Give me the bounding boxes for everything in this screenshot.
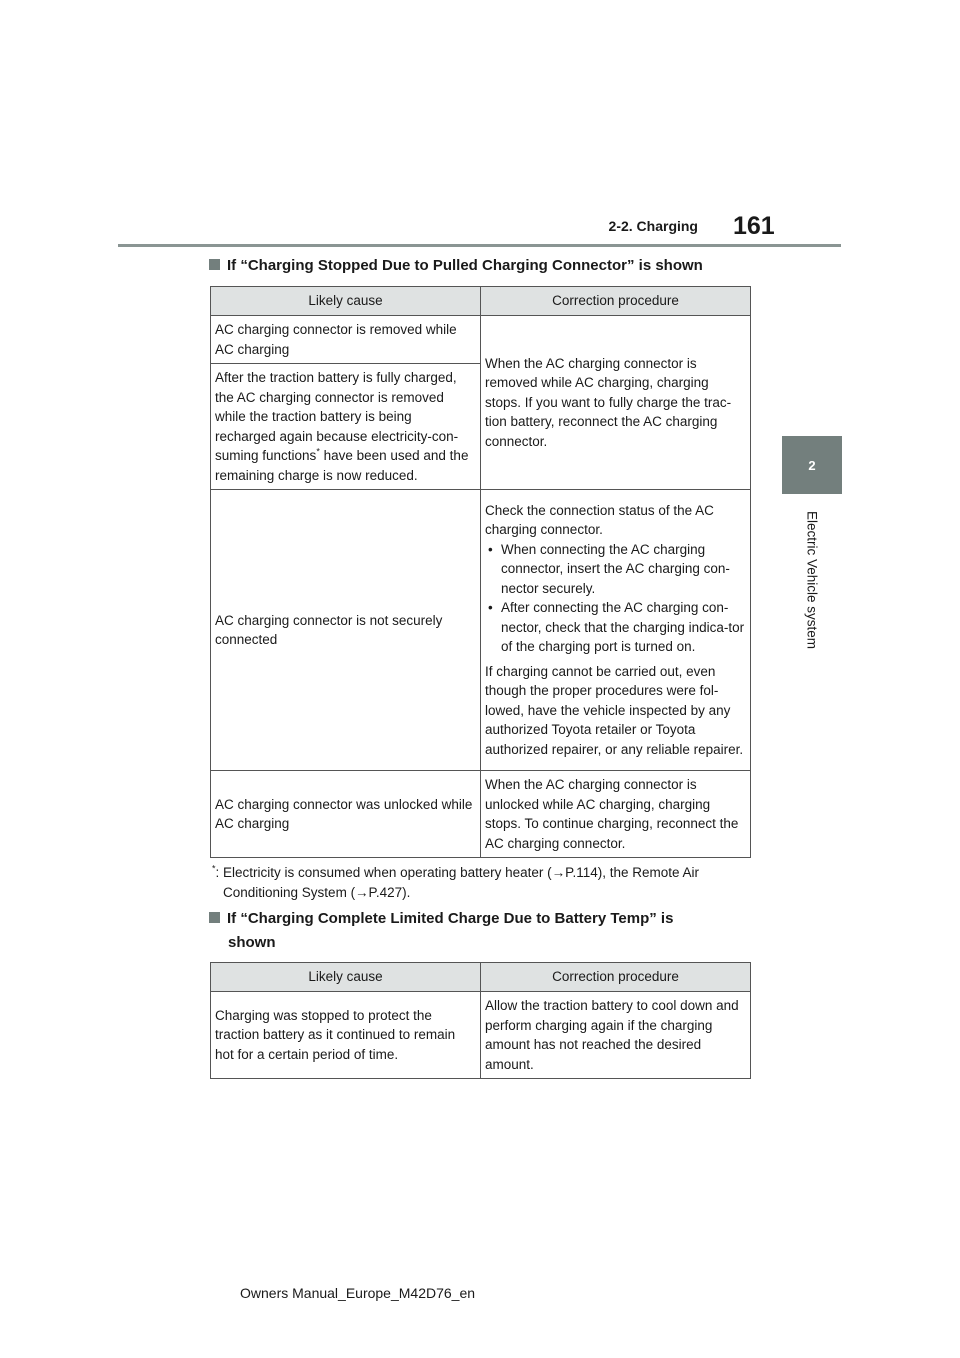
footnote-line-2: Conditioning System (→P.427). — [223, 885, 411, 900]
chapter-tab-number: 2 — [808, 457, 816, 473]
footnote-mark: * — [316, 446, 320, 457]
chapter-tab — [782, 436, 842, 494]
col-likely-cause: Likely cause — [211, 963, 481, 992]
section1-heading — [209, 254, 703, 278]
col-correction-procedure: Correction procedure — [481, 287, 751, 316]
table-row — [211, 316, 751, 364]
footnote-mark: * — [212, 863, 216, 874]
header-rule — [118, 244, 841, 247]
section1-table — [210, 286, 751, 858]
footnote-line-1: : Electricity is consumed when operating battery heater (→P.114), the Remote Air — [215, 865, 700, 880]
section2-heading-line-2: shown — [228, 934, 276, 951]
row2-cause-text-b: have been used and the remaining charge is now reduced. — [215, 448, 469, 483]
row3-cause: AC charging connector is not securely connected — [211, 490, 481, 771]
footer-manual-id: Owners Manual_Europe_M42D76_en — [240, 1285, 476, 1301]
row3-bullet-2: • After connecting the AC charging con-nector, check that the charging indica-tor of the charging port is turned on. — [485, 598, 746, 657]
row1-cause: Charging was stopped to protect the traction battery as it continued to remain hot for a certain period of time. — [211, 992, 481, 1079]
row3-correction-intro: Check the connection status of the AC charging connector. — [485, 502, 714, 538]
table-row — [211, 490, 751, 771]
row3-bullet-1: • When connecting the AC charging connector, insert the AC charging con-nector securely. — [485, 540, 746, 599]
table-header-row — [211, 963, 751, 992]
table-header-row — [211, 287, 751, 316]
section-header: 2-2. Charging — [608, 218, 698, 234]
table-row — [211, 992, 751, 1079]
page-number: 161 — [733, 212, 775, 240]
section2-heading-line-1: If “Charging Complete Limited Charge Due to Battery Temp” is — [227, 910, 674, 927]
row4-cause: AC charging connector was unlocked while AC charging — [211, 771, 481, 858]
square-bullet-icon — [209, 912, 220, 923]
row2-cause-text-a: After the traction battery is fully charged, the AC charging connector is removed while the traction battery is being recharged again because electricity-con-suming functions — [215, 370, 459, 463]
col-likely-cause: Likely cause — [211, 287, 481, 316]
col-correction-procedure: Correction procedure — [481, 963, 751, 992]
row1-correction: Allow the traction battery to cool down and perform charging again if the charging amount has not reached the desired amount. — [481, 992, 751, 1079]
row4-correction: When the AC charging connector is unlocked while AC charging, charging stops. To continue charging, reconnect the AC charging connector. — [481, 771, 751, 858]
footnote — [212, 863, 752, 903]
row1-cause: AC charging connector is removed while AC charging — [211, 316, 481, 364]
row3-correction-outro: If charging cannot be carried out, even though the proper procedures were fol-lowed, have the vehicle inspected by any authorized Toyota retailer or Toyota authorized repairer, or any reliable repairer. — [485, 663, 744, 757]
section2-heading — [209, 907, 673, 955]
square-bullet-icon — [209, 259, 220, 270]
row3-correction — [481, 490, 751, 771]
row12-correction: When the AC charging connector is removed while AC charging, charging stops. If you want to fully charge the trac-tion battery, reconnect the AC charging connector. — [481, 316, 751, 490]
table-row — [211, 771, 751, 858]
chapter-label: Electric Vehicle system — [804, 510, 820, 650]
section2-table — [210, 962, 751, 1079]
section1-heading-text: If “Charging Stopped Due to Pulled Charging Connector” is shown — [227, 257, 703, 274]
row2-cause — [211, 364, 481, 490]
